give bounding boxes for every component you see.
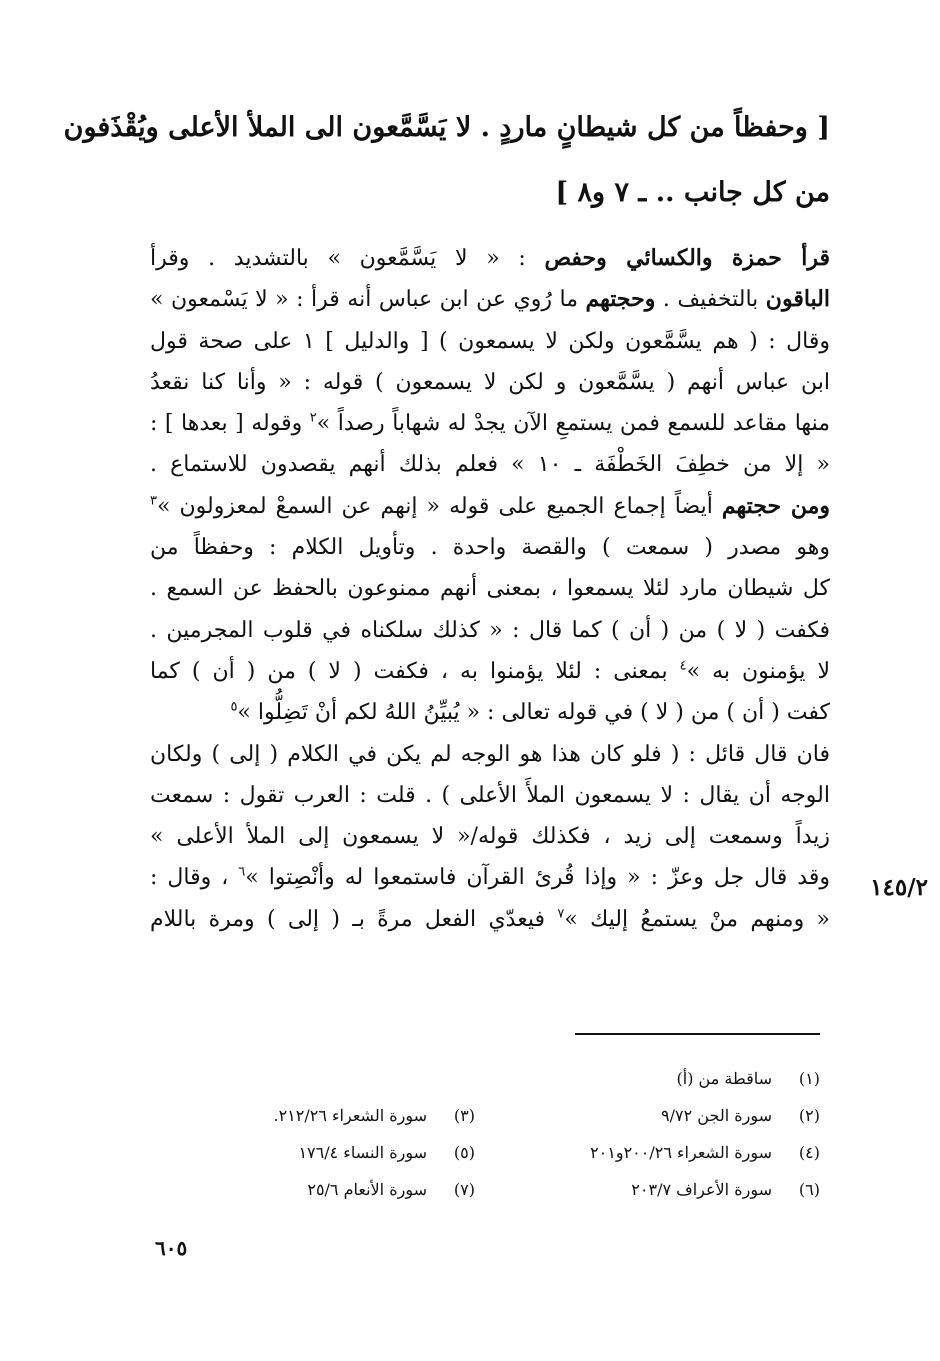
- footnote-marker: ٦: [238, 865, 246, 881]
- body-line: « إلا من خطِفَ الخَطْفَة ـ ١٠ » فعلم بذلك أنهم يقصدون للاستماع .: [150, 452, 830, 478]
- manuscript-folio-reference: ١٤٥/٢: [870, 874, 928, 901]
- footnote-4: (٤) سورة الشعراء ٢٠٠/٢٦و٢٠١: [590, 1143, 820, 1162]
- footnote-row: [120, 1134, 820, 1171]
- footnote-row: [120, 1171, 820, 1208]
- body-line: الوجه أن يقال : لا يسمعون الملأَ الأعلى ) . قلت : العرب تقول : سمعت: [150, 782, 830, 808]
- quran-verse-line-1: [ وحفظاً من كل شيطانٍ ماردٍ . لا يَسَّمَّعون الى الملأ الأعلى ويُقْذَفون: [63, 112, 830, 143]
- commentary-body: [150, 238, 830, 940]
- footnote-5: (٥) سورة النساء ١٧٦/٤: [298, 1143, 475, 1162]
- footnote-3: (٣) سورة الشعراء ٢١٢/٢٦.: [273, 1106, 475, 1125]
- body-line: وقد قال جل وعزّ : « وإذا قُرئ القرآن فاستمعوا له وأنْصِتوا »$^٦$ ، وقال :: [150, 865, 830, 891]
- body-line: زيداً وسمعت إلى زيد ، فكذلك قوله/« لا يسمعون إلى الملأ الأعلى »: [150, 824, 830, 850]
- footnote-1: (١) ساقطة من (أ): [676, 1069, 820, 1088]
- footnote-row: [120, 1060, 820, 1097]
- body-line: لا يؤمنون به »$^٤$ بمعنى : لئلا يؤمنوا به ، فكفت ( لا ) من ( أن ) كما: [150, 658, 830, 684]
- body-line: قرأ حمزة والكسائي وحفص : « لا يَسَّمَّعون » بالتشديد . وقرأ: [150, 245, 830, 271]
- footnote-marker: ٧: [557, 906, 565, 922]
- quran-verse-line-2: من كل جانب .. ـ ٧ و٨ ]: [555, 177, 830, 208]
- readers-names: قرأ حمزة والكسائي وحفص: [544, 245, 830, 271]
- body-line: منها مقاعد للسمع فمن يستمعِ الآن يجدْ له شهاباً رصداً »$^٢$ وقوله [ بعدها ] :: [150, 410, 830, 437]
- footnote-2: (٢) سورة الجن ٩/٧٢: [661, 1106, 820, 1125]
- footnote-marker: ٤: [679, 658, 687, 674]
- footnote-divider: [575, 1033, 820, 1035]
- body-line: « ومنهم منْ يستمعُ إليك »$^٧$ فيعدّي الفعل مرةً بـ ( إلى ) ومرة باللام: [150, 906, 830, 932]
- body-line: وقال : ( هم يسَّمَّعون ولكن لا يسمعون ) [ والدليل ] ١ على صحة قول: [150, 328, 830, 354]
- footnotes: [120, 1060, 820, 1208]
- footnote-marker: ٢: [309, 410, 317, 426]
- footnote-6: (٦) سورة الأعراف ٢٠٣/٧: [631, 1180, 820, 1199]
- footnote-marker: ٣: [150, 493, 157, 509]
- body-line: وهو مصدر ( سمعت ) والقصة واحدة . وتأويل الكلام : وحفظاً من: [150, 535, 830, 561]
- body-line: فان قال قائل : ( فلو كان هذا هو الوجه لم يكن في الكلام ( إلى ) ولكان: [150, 741, 830, 767]
- footnote-7: (٧) سورة الأنعام ٢٥/٦: [307, 1180, 475, 1199]
- body-line: فكفت ( لا ) من ( أن ) كما قال : « كذلك سلكناه في قلوب المجرمين .: [150, 617, 830, 643]
- body-line: ومن حجتهم أيضاً إجماع الجميع على قوله « إنهم عن السمعْ لمعزولون »$^٣$: [150, 492, 830, 519]
- body-line: ابن عباس أنهم ( يسَّمَّعون و لكن لا يسمعون ) قوله : « وأنا كنا نقعدُ: [150, 369, 831, 395]
- body-line: كفت ( أن ) من ( لا ) في قوله تعالى : « يُبيِّنُ اللهُ لكم أنْ تَضِلُّوا »$^٥$: [230, 699, 830, 726]
- page-number: ٦٠٥: [155, 1236, 188, 1260]
- footnote-row: [120, 1097, 820, 1134]
- footnote-marker: ٥: [230, 699, 238, 715]
- body-line: الباقون بالتخفيف . وحجتهم ما رُوي عن ابن عباس أنه قرأ : « لا يَسْمعون »: [150, 286, 830, 313]
- body-line: كل شيطان مارد لئلا يسمعوا ، بمعنى أنهم ممنوعون بالحفظ عن السمع .: [150, 576, 830, 602]
